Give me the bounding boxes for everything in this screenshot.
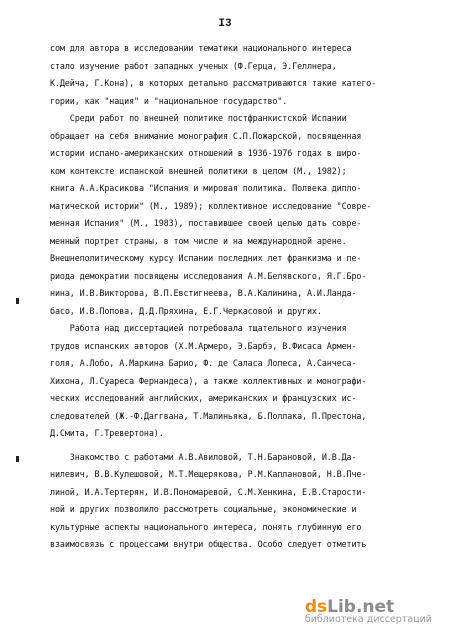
margin-mark (16, 456, 19, 462)
text-line: нина, И.В.Викторова, В.П.Евстигнеева, В.А.Калинина, А.И.Ландa- (50, 288, 357, 298)
text-line: трудов испанских авторов (Х.М.Армеро, Э.Барбэ, В.Фисаса Армен- (50, 340, 357, 351)
text-line: книга А.А.Красикова "Испания и мировая политика. Полвека дипло- (50, 183, 362, 193)
text-line: истории испано-американских отношений в 1936-1976 годах в широ- (50, 148, 362, 158)
text-line: ной и других позволило рассмотреть социальные, экономические и (50, 504, 357, 514)
text-line: культурные аспекты национального интереса, понять глубинную его (50, 521, 362, 532)
text-line: К.Дейча, Г.Кона), в которых детально рассматриваются такие катего- (50, 78, 377, 88)
page-number: I3 (218, 18, 232, 30)
text-line: взаимосвязь с процессами внутри общества. Особо следует отметить (50, 539, 367, 549)
paragraph-4 (50, 449, 425, 554)
text-line: риода демократии посвящены исследования А.М.Белявского, Я.Г.Бро- (50, 270, 367, 281)
text-line: Д.Смита, Г.Тревертона). (50, 428, 164, 438)
text-line: Знакомство с работами А.В.Авиловой, Т.Н.Барановой, И.В.Да- (50, 451, 357, 462)
text-line: Среди работ по внешней политике постфранкистской Испании (50, 113, 347, 123)
text-line: матической истории" (М., 1989); коллективное исследование "Совре- (50, 200, 372, 211)
watermark-logo-ds: ds (304, 597, 328, 617)
text-line: следователей (Ж.-Ф.Даггвана, Т.Малиньяка, Б.Поллака, П.Престона, (50, 410, 367, 421)
paragraph-3 (50, 320, 425, 443)
margin-mark (16, 298, 19, 304)
text-line: стало изучение работ западных ученых (Ф.Герца, Э.Геллнера, (50, 60, 337, 71)
document-body (50, 40, 425, 554)
text-line: гории, как "нация" и "национальное государство". (50, 95, 288, 106)
watermark-subtitle: библиотека диссертаций (304, 614, 432, 625)
text-line: обращает на себя внимание монография С.П.Пожарской, посвященная (50, 130, 362, 141)
text-line: Работа над диссертацией потребовала тщательного изучения (50, 323, 347, 333)
text-line: менная Испания" (М., 1983), поставившее своей целью дать совре- (50, 218, 362, 228)
text-line: Хихона, Л.Суареса Фернандеса), а также коллективных и монографи- (50, 375, 367, 386)
text-line: нилевич, В.В.Кулешовой, М.Т.Мещерякова, Р.М.Каплановой, Н.В.Пче- (50, 469, 367, 479)
text-line: линой, И.А.Тертерян, И.В.Пономаревой, С.М.Хенкина, Е.В.Старости- (50, 486, 367, 497)
watermark-logo-lib: Lib.net (327, 597, 395, 617)
text-line: сом для автора в исследовании тематики национального интереса (50, 43, 352, 53)
text-line: басо, И.В.Попова, Д.Д.Пряхина, Е.Г.Черкасовой и других. (50, 305, 322, 316)
text-line: менный портрет страны, в том числе и на международной арене. (50, 235, 347, 246)
text-line: голя, А.Лобо, А.Маркина Барио, Ф. де Салаcа Лопеса, А.Санчеса- (50, 358, 357, 368)
text-line: Внешнеполитическому курсу Испании последних лет франкизма и пе- (50, 253, 362, 263)
paragraph-1 (50, 40, 425, 110)
text-line: ком контексте испанской внешней политики в целом (М., 1982); (50, 165, 347, 176)
watermark (305, 597, 432, 625)
paragraph-2 (50, 110, 425, 320)
text-line: ческих исследований английских, американских и французских ис- (50, 393, 357, 403)
